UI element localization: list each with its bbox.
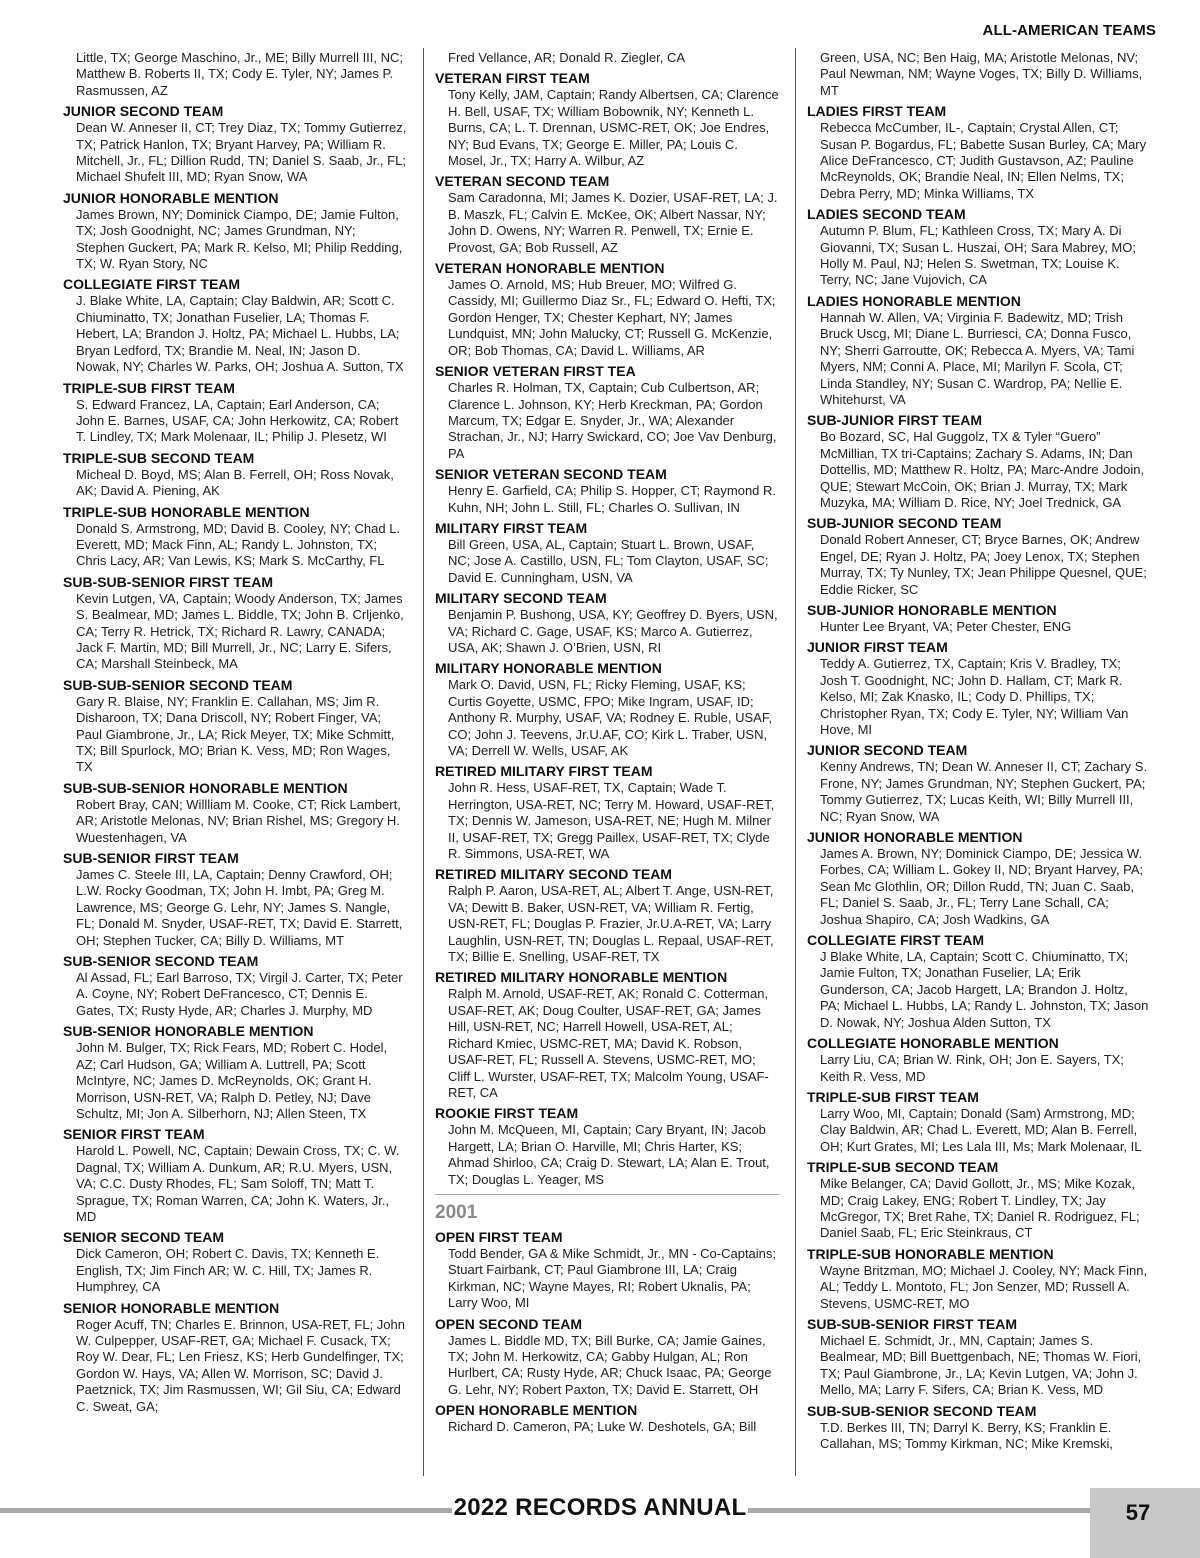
team-title: SUB-SUB-SENIOR FIRST TEAM [63,573,273,590]
team-title: SUB-SUB-SENIOR FIRST TEAM [807,1315,1017,1332]
team-members: Kevin Lutgen, VA, Captain; Woody Anderson, TX; James S. Bealmear, MD; James L. Biddle, TX; John B. Crljenko, CA; Terry R. Hetrick, TX; Richard R. Lawry, CANADA; Jack F. Martin, MD; Bill Murrell, Jr., NC; Larry E. Sifers, CA; Marshall Steinbeck, MA [76,590,404,672]
team-section [807,742,1151,825]
team-section [435,763,779,862]
team-title: SUB-SUB-SENIOR SECOND TEAM [807,1402,1037,1419]
team-members: Bill Green, USA, AL, Captain; Stuart L. Brown, USAF, NC; Jose A. Castillo, USN, FL; Tom Clayton, USAF, SC; David E. Cunningham, USN, VA [448,536,769,585]
team-members: Richard D. Cameron, PA; Luke W. Deshotels, GA; Bill [448,1419,757,1435]
team-members: Gary R. Blaise, NY; Franklin E. Callahan, MS; Jim R. Disharoon, TX; Dana Driscoll, NY; Robert Finger, VA; Paul Giambrone, Jr., LA; Rick Meyer, TX; Mike Schmitt, TX; Bill Spurlock, MO; Brian K. Vess, MD; Ron Wages, TX [76,693,395,775]
team-section [435,660,779,759]
team-section [807,1316,1151,1399]
team-section [435,1194,779,1225]
team-title: RETIRED MILITARY SECOND TEAM [435,866,672,883]
team-members: Harold L. Powell, NC, Captain; Dewain Cross, TX; C. W. Dagnal, TX; William A. Dunkum, AR; R.U. Myers, USN, VA; C.C. Dusty Rhodes, FL; Sam Soloff, TN; Matt T. Sprague, TX; Roman Warren, CA; John K. Waters, Jr., MD [76,1143,400,1224]
team-members: James Brown, NY; Dominick Ciampo, DE; Jamie Fulton, TX; Josh Goodnight, NC; James Grundman, NY; Stephen Guckert, PA; Mark R. Kelso, MI; Philip Redding, TX; W. Ryan Story, NC [76,206,403,272]
team-section [807,639,1151,738]
team-section [807,103,1151,202]
column-divider [795,48,796,1476]
team-members: James A. Brown, NY; Dominick Ciampo, DE; Jessica W. Forbes, CA; William L. Gokey II, ND; Bryant Harvey, PA; Sean Mc Glothlin, OR; Dillon Rudd, TN; Juan C. Saab, FL; Daniel S. Saab, Jr., FL; Terry Lane Schall, CA; Joshua Shapiro, CA; Josh Wadkins, GA [820,846,1144,927]
team-members: John M. McQueen, MI, Captain; Cary Bryant, IN; Jacob Hargett, LA; Brian O. Harville, MI; Chris Harter, KS; Ahmad Shirloo, CA; Craig D. Stewart, LA; Alan E. Trout, TX; Douglas L. Yeager, MS [448,1122,770,1187]
team-members: Dick Cameron, OH; Robert C. Davis, TX; Kenneth E. English, TX; Jim Finch AR; W. C. Hill, TX; James R. Humphrey, CA [76,1246,380,1295]
team-title: OPEN HONORABLE MENTION [435,1402,638,1419]
team-title: SUB-SUB-SENIOR HONORABLE MENTION [63,779,348,796]
team-members: James L. Biddle MD, TX; Bill Burke, CA; Jamie Gaines, TX; John M. Herkowitz, CA; Gabby Hulgan, AL; Ron Hurlbert, CA; Rusty Hyde, AR; Chuck Isaac, PA; George G. Lehr, NY; Robert Paxton, TX; David E. Starrett, OH [448,1332,772,1397]
team-members: Little, TX; George Maschino, Jr., ME; Billy Murrell III, NC; Matthew B. Roberts II, TX; Cody E. Tyler, NY; James P. Rasmussen, AZ [76,50,404,98]
team-members: Ralph M. Arnold, USAF-RET, AK; Ronald C. Cotterman, USAF-RET, AK; Doug Coulter, USAF-RET, GA; James Hill, USN-RET, NC; Harrell Howell, USA-RET, AL; Richard Kmiec, USMC-RET, MA; David K. Robson, USAF-RET, FL; Russell A. Stevens, USMC-RET, MO; Cliff L. Wurster, USAF-RET, TX; Malcolm Young, USAF-RET, CA [448,986,769,1100]
team-title: JUNIOR HONORABLE MENTION [807,829,1023,846]
team-title: SENIOR VETERAN FIRST TEA [435,363,636,380]
team-section [807,206,1151,289]
team-section [435,1105,779,1188]
year-heading: 2001 [435,1194,779,1225]
team-section [807,293,1151,408]
team-members: S. Edward Francez, LA, Captain; Earl Anderson, CA; John E. Barnes, USAF, CA; John Herkowitz, CA; Robert T. Lindley, TX; Mark Molenaar, IL; Philip J. Plesetz, WI [76,396,399,445]
team-members: Tony Kelly, JAM, Captain; Randy Albertsen, CA; Clarence H. Bell, USAF, TX; William Bobownik, NY; Kenneth L. Burns, CA; L. T. Drennan, USMC-RET, OK; Joe Endres, NY; Bud Evans, TX; George E. Miller, PA; Louis C. Mosel, Jr., TX; Harry A. Wilbur, AZ [448,87,779,169]
team-section [63,50,407,99]
team-section [63,780,407,846]
team-title: MILITARY HONORABLE MENTION [435,660,662,677]
team-title: VETERAN SECOND TEAM [435,173,610,190]
team-title: SUB-SENIOR HONORABLE MENTION [63,1023,314,1040]
team-members: T.D. Berkes III, TN; Darryl K. Berry, KS; Franklin E. Callahan, MS; Tommy Kirkman, NC; Mike Kremski, [820,1419,1114,1451]
team-title: SUB-JUNIOR FIRST TEAM [807,412,982,429]
team-section [435,260,779,359]
team-title: JUNIOR SECOND TEAM [63,103,224,120]
team-section [807,50,1151,99]
team-members: Al Assad, FL; Earl Barroso, TX; Virgil J. Carter, TX; Peter A. Coyne, NY; Robert DeFrancesco, CT; Dennis E. Gates, TX; Rusty Hyde, AR; Charles J. Murphy, MD [76,970,403,1018]
team-members: Teddy A. Gutierrez, TX, Captain; Kris V. Bradley, TX; Josh T. Goodnight, NC; John D. Hallam, CT; Mark R. Kelso, MI; Zak Knasko, IL; Cody D. Phillips, TX; Christopher Ryan, TX; Cody E. Tyler, NY; William Van Hove, MI [820,656,1129,737]
team-title: LADIES FIRST TEAM [807,103,947,120]
team-title: TRIPLE-SUB HONORABLE MENTION [63,503,310,520]
team-title: SUB-SENIOR SECOND TEAM [63,953,259,970]
team-title: OPEN FIRST TEAM [435,1228,563,1245]
footer-publication-title: 2022 RECORDS ANNUAL [453,1494,747,1521]
team-title: RETIRED MILITARY HONORABLE MENTION [435,969,728,986]
team-members: J Blake White, LA, Captain; Scott C. Chiuminatto, TX; Jamie Fulton, TX; Jonathan Fuselier, LA; Erik Gunderson, CA; Jacob Hargett, LA; Brandon J. Holtz, PA; Michael L. Hubbs, LA; Randy L. Johnston, TX; Jason D. Nowak, NY; Joshua Alden Sutton, TX [820,949,1149,1030]
team-members: Donald S. Armstrong, MD; David B. Cooley, NY; Chad L. Everett, MD; Mack Finn, AL; Randy L. Johnston, TX; Chris Lacy, AR; Van Lewis, KS; Mark S. McCarthy, FL [76,520,401,569]
team-title: SUB-JUNIOR SECOND TEAM [807,515,1002,532]
running-header: ALL-AMERICAN TEAMS [982,22,1156,39]
team-section [807,1159,1151,1242]
team-title: TRIPLE-SUB FIRST TEAM [63,379,235,396]
team-members: James C. Steele III, LA, Captain; Denny Crawford, OH; L.W. Rocky Goodman, TX; John H. Imbt, PA; Greg M. Lawrence, MS; George G. Lehr, NY; James S. Nangle, FL; Donald M. Snyder, USAF-RET, TX; David E. Starrett, OH; Stephen Tucker, CA; Billy D. Williams, MT [76,867,403,948]
team-section [435,50,779,66]
team-title: TRIPLE-SUB SECOND TEAM [807,1159,999,1176]
team-section [807,412,1151,511]
team-title: TRIPLE-SUB SECOND TEAM [63,449,255,466]
team-section [63,450,407,500]
team-section [435,969,779,1101]
team-members: Todd Bender, GA & Mike Schmidt, Jr., MN - Co-Captains; Stuart Fairbank, CT; Paul Giambrone III, LA; Craig Kirkman, NC; Wayne Mayes, RI; Robert Uknalis, PA; Larry Woo, MI [448,1245,777,1311]
team-section [435,590,779,656]
team-section [63,574,407,673]
team-title: SENIOR SECOND TEAM [63,1229,225,1246]
team-section [435,520,779,586]
team-members: Robert Bray, CAN; Willliam M. Cooke, CT; Rick Lambert, AR; Aristotle Melonas, NV; Brian Rishel, MS; Gregory H. Wuestenhagen, VA [76,796,401,845]
team-members: Donald Robert Anneser, CT; Bryce Barnes, OK; Andrew Engel, DE; Ryan J. Holtz, PA; Joey Lenox, TX; Stephen Murray, TX; Ty Nunley, TX; Jean Philippe Quesnel, QUE; Eddie Ricker, SC [820,532,1147,597]
team-title: JUNIOR HONORABLE MENTION [63,189,279,206]
footer-rule-left [0,1508,452,1513]
team-members: John M. Bulger, TX; Rick Fears, MD; Robert C. Hodel, AZ; Carl Hudson, GA; William A. Luttrell, PA; Scott McIntyre, NC; James D. McReynolds, OK; Grant H. Morrison, USN-RET, VA; Ralph D. Petley, NJ; Dave Schultz, MI; Jon A. Silberhorn, NJ; Allen Steen, TX [76,1040,388,1121]
team-section [63,380,407,446]
column-2 [435,50,779,1436]
team-section [807,932,1151,1031]
team-title: JUNIOR FIRST TEAM [807,639,948,656]
team-section [435,70,779,169]
team-members: John R. Hess, USAF-RET, TX, Captain; Wade T. Herrington, USA-RET, NC; Terry M. Howard, USAF-RET, TX; Dennis W. Jameson, USA-RET, NE; Hugh M. Milner II, USAF-RET, TX; Gregg Paillex, USAF-RET, TX; Clyde R. Simmons, USA-RET, WA [448,780,775,862]
team-members: Hunter Lee Bryant, VA; Peter Chester, ENG [820,618,1072,634]
team-section [63,953,407,1019]
team-section [63,504,407,570]
team-title: JUNIOR SECOND TEAM [807,742,968,759]
team-title: SUB-SUB-SENIOR SECOND TEAM [63,676,293,693]
team-title: SENIOR HONORABLE MENTION [63,1299,280,1316]
team-section [807,602,1151,635]
footer-rule-right [748,1508,1090,1513]
team-title: SENIOR FIRST TEAM [63,1126,205,1143]
team-section [63,190,407,273]
team-members: Benjamin P. Bushong, USA, KY; Geoffrey D. Byers, USN, VA; Richard C. Gage, USAF, KS; Marco A. Gutierrez, USA, AK; Shawn J. O’Brien, USN, RI [448,607,778,655]
team-members: Sam Caradonna, MI; James K. Dozier, USAF-RET, LA; J. B. Maszk, FL; Calvin E. McKee, OK; Albert Nassar, NY; John D. Owens, NY; Warren R. Penwell, TX; Ernie E. Provost, GA; Bob Russell, AZ [448,190,778,255]
team-members: Roger Acuff, TN; Charles E. Brinnon, USA-RET, FL; John W. Culpepper, USAF-RET, GA; Michael F. Cusack, TX; Roy W. Dear, FL; Len Friesz, KS; Herb Gundelfinger, TX; Gordon W. Hays, VA; Allen W. Morrison, SC; David J. Paetznick, TX; Jim Rasmussen, WI; Gil Siu, CA; Edward C. Sweat, GA; [76,1316,405,1414]
team-members: Ralph P. Aaron, USA-RET, AL; Albert T. Ange, USN-RET, VA; Dewitt B. Baker, USN-RET, VA; William R. Fertig, USN-RET, FL; Douglas P. Frazier, Jr.U.A-RET, VA; Larry Laughlin, USN-RET, TN; Douglas L. Repaal, USAF-RET, TX; Billie E. Snelling, USAF-RET, TX [448,883,774,965]
team-section [63,1126,407,1225]
team-section [435,1402,779,1435]
team-members: Micheal D. Boyd, MS; Alan B. Ferrell, OH; Ross Novak, AK; David A. Piening, AK [76,466,394,499]
team-members: Hannah W. Allen, VA; Virginia F. Badewitz, MD; Trish Bruck Uscg, MI; Diane L. Burriesci, CA; Donna Fusco, NY; Sherri Garroutte, OK; Rebecca A. Myers, VA; Tami Myers, NM; Conni A. Place, MI; Marilyn F. Scola, CT; Linda Standley, NY; Susan C. Wardrop, PA; Nellie E. Whitehurst, VA [820,309,1135,407]
team-members: Kenny Andrews, TN; Dean W. Anneser II, CT; Zachary S. Frone, NY; James Grundman, NY; Stephen Guckert, PA; Tommy Gutierrez, TX; Lucas Keith, WI; Billy Murrell III, NC; Ryan Snow, WA [820,759,1148,824]
team-section [807,1403,1151,1453]
team-members: Larry Liu, CA; Brian W. Rink, OH; Jon E. Sayers, TX; Keith R. Vess, MD [820,1052,1124,1084]
team-members: Bo Bozard, SC, Hal Guggolz, TX & Tyler “Guero” McMillian, TX tri-Captains; Zachary S. Adams, IN; Dan Dottellis, MD; Matthew R. Holtz, PA; Marc-Andre Jodoin, QUE; Stewart McCoin, OK; Brian J. Murray, TX; Mark Muzyka, MA; William D. Rice, NY; Joel Trednick, GA [820,429,1145,510]
team-members: Larry Woo, MI, Captain; Donald (Sam) Armstrong, MD; Clay Baldwin, AR; Chad L. Everett, MD; Alan B. Ferrell, OH; Kurt Grates, MI; Les Lala III, Ms; Mark Molenaar, IL [820,1105,1142,1154]
team-section [435,466,779,516]
team-section [63,677,407,776]
team-members: Fred Vellance, AR; Donald R. Ziegler, CA [448,50,686,65]
team-title: RETIRED MILITARY FIRST TEAM [435,763,653,780]
team-title: COLLEGIATE FIRST TEAM [63,276,241,293]
team-title: VETERAN HONORABLE MENTION [435,260,665,277]
team-section [63,103,407,186]
team-members: Charles R. Holman, TX, Captain; Cub Culbertson, AR; Clarence L. Johnson, KY; Herb Kreckman, PA; Gordon Marcum, TX; Edgar E. Snyder, Jr., WA; Alexander Strachan, Jr., NJ; Harry Swickard, CO; Joe Vav Denburg, PA [448,380,777,461]
team-section [807,1246,1151,1312]
team-title: OPEN SECOND TEAM [435,1315,583,1332]
team-section [63,1300,407,1415]
team-members: Mike Belanger, CA; David Gollott, Jr., MS; Mike Kozak, MD; Craig Lakey, ENG; Robert T. Lindley, TX; Jay McGregor, TX; Bret Rahe, TX; Daniel R. Rodriguez, FL; Daniel Saab, FL; Eric Steinkraus, CT [820,1176,1140,1241]
team-section [807,829,1151,928]
team-members: Dean W. Anneser II, CT; Trey Diaz, TX; Tommy Gutierrez, TX; Patrick Hanlon, TX; Bryant Harvey, PA; William R. Mitchell, Jr., FL; Dillion Rudd, TN; Daniel S. Saab, Jr., FL; Michael Shufelt III, MD; Ryan Snow, WA [76,120,407,185]
team-title: MILITARY FIRST TEAM [435,519,588,536]
team-section [435,1229,779,1312]
team-title: ROOKIE FIRST TEAM [435,1105,579,1122]
team-title: COLLEGIATE HONORABLE MENTION [807,1035,1059,1052]
team-title: LADIES HONORABLE MENTION [807,292,1021,309]
team-title: COLLEGIATE FIRST TEAM [807,932,985,949]
team-section [435,866,779,965]
column-divider [423,48,424,1476]
team-members: Wayne Britzman, MO; Michael J. Cooley, NY; Mack Finn, AL; Teddy L. Montoto, FL; Jon Senzer, MD; Russell A. Stevens, USMC-RET, MO [820,1262,1148,1311]
team-section [807,515,1151,598]
team-title: TRIPLE-SUB FIRST TEAM [807,1088,979,1105]
team-members: J. Blake White, LA, Captain; Clay Baldwin, AR; Scott C. Chiuminatto, TX; Jonathan Fuselier, LA; Thomas F. Hebert, LA; Brandon J. Holtz, PA; Michael L. Hubbs, LA; Bryan Ledford, TX; Brandie M. Neal, IN; Jason D. Nowak, NY; Charles W. Parks, OH; Joshua A. Sutton, TX [76,293,404,375]
team-section [63,1229,407,1295]
team-members: Mark O. David, USN, FL; Ricky Fleming, USAF, KS; Curtis Goyette, USMC, FPO; Mike Ingram, USAF, ID; Anthony R. Murphy, USAF, VA; Rodney E. Ruble, USAF, CO; John J. Teevens, Jr.U.AF, CO; Kirk L. Traber, USN, VA; Derrell W. Wells, USAF, AK [448,677,772,758]
team-members: James O. Arnold, MS; Hub Breuer, MO; Wilfred G. Cassidy, MI; Guillermo Diaz Sr., FL; Edward O. Hefti, TX; Gordon Henger, TX; Chester Kephart, NY; James Lundquist, MN; John Malucky, CT; Russell G. McKenzie, OR; Bob Thomas, CA; David L. Williams, AR [448,277,776,358]
team-members: Henry E. Garfield, CA; Philip S. Hopper, CT; Raymond R. Kuhn, NH; John L. Still, FL; Charles O. Sullivan, IN [448,483,777,515]
team-title: TRIPLE-SUB HONORABLE MENTION [807,1245,1054,1262]
team-section [435,173,779,256]
team-section [435,1316,779,1399]
page-number: 57 [1125,1500,1151,1525]
column-3 [807,50,1151,1452]
team-title: MILITARY SECOND TEAM [435,590,607,607]
team-title: SUB-SENIOR FIRST TEAM [63,850,239,867]
team-members: Michael E. Schmidt, Jr., MN, Captain; James S. Bealmear, MD; Bill Buettgenbach, NE; Thomas W. Fiori, TX; Paul Giambrone, Jr., LA; Kevin Lutgen, VA; John J. Mello, MA; Larry F. Sifers, CA; Brian K. Vess, MD [820,1332,1142,1398]
team-title: LADIES SECOND TEAM [807,206,966,223]
team-title: SUB-JUNIOR HONORABLE MENTION [807,601,1057,618]
team-section [807,1035,1151,1085]
team-section [63,850,407,949]
team-section [63,276,407,375]
team-section [63,1023,407,1122]
team-members: Rebecca McCumber, IL-, Captain; Crystal Allen, CT; Susan P. Bogardus, FL; Babette Susan Burley, CA; Mary Alice DeFrancesco, CT; Judith Gustavson, AZ; Pauline McReynolds, OK; Brandie Neal, IN; Ellen Nelms, TX; Debra Perry, MD; Minka Williams, TX [820,120,1147,201]
team-section [807,1089,1151,1155]
team-title: SENIOR VETERAN SECOND TEAM [435,466,667,483]
team-section [435,363,779,462]
team-members: Autumn P. Blum, FL; Kathleen Cross, TX; Mary A. Di Giovanni, TX; Susan L. Huszai, OH; Sara Mabrey, MO; Holly M. Paul, NJ; Helen S. Swetman, TX; Louise K. Terry, NC; Jane Vujovich, CA [820,223,1136,288]
column-1 [63,50,407,1415]
team-title: VETERAN FIRST TEAM [435,70,590,87]
team-members: Green, USA, NC; Ben Haig, MA; Aristotle Melonas, NV; Paul Newman, NM; Wayne Voges, TX; Billy D. Williams, MT [820,50,1143,98]
